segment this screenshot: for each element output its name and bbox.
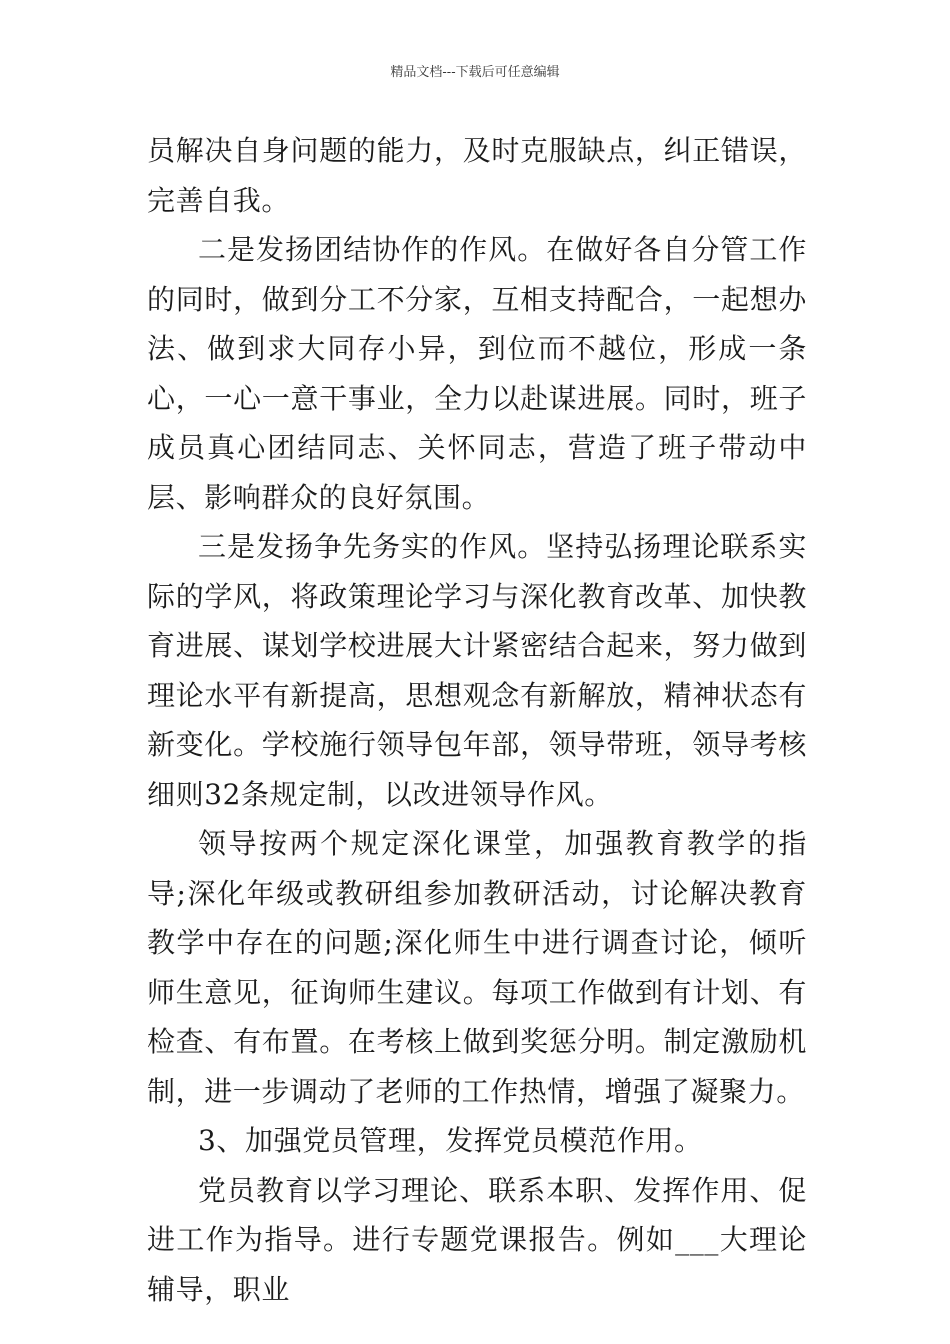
paragraph-3: 三是发扬争先务实的作风。坚持弘扬理论联系实际的学风，将政策理论学习与深化教育改革、加快教育进展、谋划学校进展大计紧密结合起来，努力做到理论水平有新提高，思想观念有新解放，精神状态有新变化。学校施行领导包年部，领导带班，领导考核细则32条规定制，以改进领导作风。	[147, 530, 807, 811]
paragraph-1: 员解决自身问题的能力，及时克服缺点，纠正错误，完善自我。	[147, 134, 807, 217]
page-header: 精品文档---下载后可任意编辑	[390, 65, 560, 80]
section-heading-3: 3、加强党员管理，发挥党员模范作用。	[198, 1124, 703, 1157]
document-body	[147, 126, 807, 1314]
paragraph-2: 二是发扬团结协作的作风。在做好各自分管工作的同时，做到分工不分家，互相支持配合，一起想办法、做到求大同存小异，到位而不越位，形成一条心，一心一意干事业，全力以赴谋进展。同时，班子成员真心团结同志、关怀同志，营造了班子带动中层、影响群众的良好氛围。	[147, 233, 807, 514]
paragraph-4: 领导按两个规定深化课堂，加强教育教学的指导;深化年级或教研组参加教研活动，讨论解决教育教学中存在的问题;深化师生中进行调查讨论，倾听师生意见，征询师生建议。每项工作做到有计划、有检查、有布置。在考核上做到奖惩分明。制定激励机制，进一步调动了老师的工作热情，增强了凝聚力。	[147, 827, 807, 1108]
paragraph-5: 党员教育以学习理论、联系本职、发挥作用、促进工作为指导。进行专题党课报告。例如___大理论辅导，职业	[147, 1173, 807, 1306]
